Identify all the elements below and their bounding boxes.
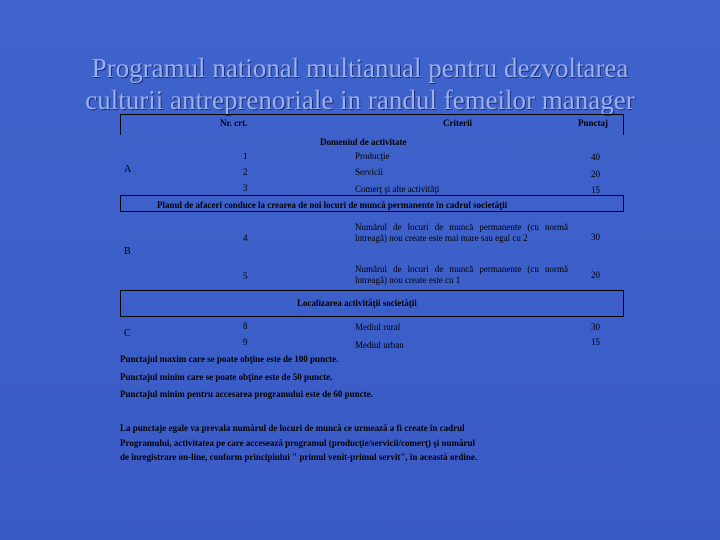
row-nr: 8 <box>243 321 248 331</box>
note-tie-line-3: de înregistrare on-line, conform principiului " primul venit-primul servit", în această ordine. <box>120 452 478 462</box>
section-a-letter: A <box>124 164 132 175</box>
row-nr: 4 <box>243 233 248 243</box>
row-punctaj: 20 <box>591 169 600 179</box>
row-nr: 3 <box>243 183 248 193</box>
row-criteriu: Mediul urban <box>355 340 404 350</box>
header-box <box>120 114 624 135</box>
note-access: Punctajul minim pentru accesarea programului este de 60 puncte. <box>120 389 373 399</box>
row-criteriu: Producţie <box>355 151 390 161</box>
note-min: Punctajul minim care se poate obţine este de 50 puncte. <box>120 372 333 382</box>
header-criterii: Criterii <box>443 118 472 128</box>
row-punctaj: 30 <box>591 322 600 332</box>
row-punctaj: 15 <box>591 185 600 195</box>
section-b-letter: B <box>124 246 131 257</box>
title-line-1: Programul national multianual pentru dezvoltarea <box>91 53 629 83</box>
header-nr: Nr. crt. <box>220 118 248 128</box>
title-line-2: culturii antreprenoriale in randul femeilor manager <box>85 85 635 115</box>
row-punctaj: 40 <box>591 152 600 162</box>
row-nr: 9 <box>243 337 248 347</box>
note-max: Punctajul maxim care se poate obţine este de 100 puncte. <box>120 354 339 364</box>
section-b-title: Planul de afaceri conduce la crearea de noi locuri de muncă permanente în cadrul societăţii <box>157 200 508 210</box>
row-criteriu: Numărul de locuri de muncă permanente (cu normă întreagă) nou create este mai mare sau egal cu 2 <box>355 222 568 243</box>
row-nr: 1 <box>243 151 248 161</box>
row-nr: 5 <box>243 271 248 281</box>
section-c-title: Localizarea activităţii societăţii <box>297 298 417 308</box>
section-a-title: Domeniul de activitate <box>320 137 407 147</box>
note-tie-line-1: La punctaje egale va prevala numărul de locuri de muncă ce urmează a fi create în cadrul <box>120 423 465 433</box>
row-punctaj: 15 <box>591 337 600 347</box>
row-criteriu: Mediul rural <box>355 322 401 332</box>
header-punctaj: Punctaj <box>578 118 608 128</box>
row-criteriu: Numărul de locuri de muncă permanente (cu normă întreagă) nou create este cu 1 <box>355 264 568 285</box>
note-tie-line-2: Programului, activitatea pe care accesează programul (producţie/servicii/comerţ) şi numărul <box>120 438 476 448</box>
section-c-letter: C <box>124 328 131 339</box>
row-criteriu: Servicii <box>355 167 383 177</box>
row-criteriu: Comerţ şi alte activităţi <box>355 184 440 194</box>
row-nr: 2 <box>243 167 248 177</box>
page-title <box>0 52 720 116</box>
row-punctaj: 30 <box>591 232 600 242</box>
row-punctaj: 20 <box>591 270 600 280</box>
